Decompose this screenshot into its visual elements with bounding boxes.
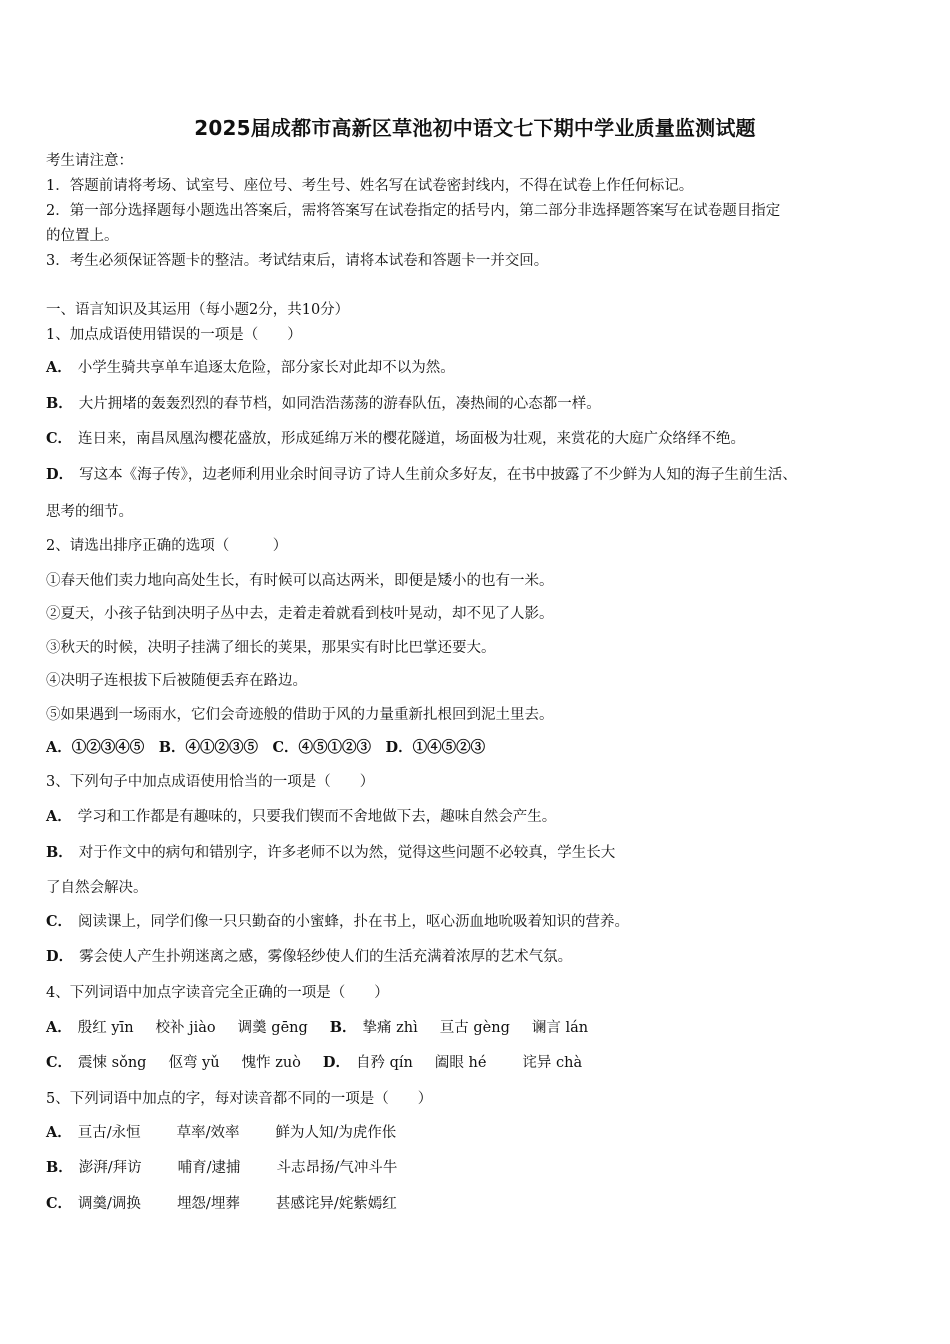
option-text: 连日来，南昌凤凰沟樱花盛放，形成延绵万米的樱花隧道，场面极为壮观，来赏花的大庭广众络绎不绝。 (78, 431, 746, 447)
option-part: 调羹/调换 (78, 1196, 141, 1212)
sentence: ④决明子连根拔下后被随便丢弃在路边。 (46, 673, 307, 689)
option-text: 学习和工作都是有趣味的，只要我们锲而不舍地做下去，趣味自然会产生。 (77, 809, 557, 825)
option-part: 埋怨/埋葬 (176, 1196, 240, 1212)
option-label: A． (46, 1124, 72, 1141)
option-part: 阖眼 hé (434, 1055, 487, 1071)
option-d-continued: 思考的细节。 (46, 504, 133, 520)
option-part: 调羹 gēng (237, 1020, 308, 1036)
page-title: 2025届成都市高新区草池初中语文七下期中学业质量监测试题 (194, 116, 756, 140)
option-part: 校补 jiào (155, 1020, 216, 1036)
option-part: 斗志昂扬/气冲斗牛 (276, 1160, 398, 1176)
question-stem: 1、加点成语使用错误的一项是（ ） (46, 327, 302, 343)
option-label: D． (46, 466, 74, 483)
option-row (46, 1123, 396, 1143)
option-label: B． (46, 395, 73, 412)
option-row (46, 1053, 582, 1073)
notice-item: 3．考生必须保证答题卡的整洁。考试结束后，请将本试卷和答题卡一并交回。 (46, 253, 549, 269)
option-part: 诧异 chà (522, 1055, 583, 1071)
option-label: A． (46, 1019, 72, 1036)
option-part: 哺育/逮捕 (177, 1160, 241, 1176)
option-text: 雾会使人产生扑朔迷离之感，雾像轻纱使人们的生活充满着浓厚的艺术气氛。 (79, 949, 573, 965)
notice-item: 1．答题前请将考场、试室号、座位号、考生号、姓名写在试卷密封线内，不得在试卷上作任何标记。 (46, 178, 694, 194)
option-row (46, 1018, 588, 1038)
option-d (46, 465, 797, 485)
option-b (46, 394, 601, 414)
option-label: C． (46, 1195, 73, 1212)
option-label: D． (46, 948, 74, 965)
sentence: ①春天他们卖力地向高处生长，有时候可以高达两米，即便是矮小的也有一米。 (46, 573, 554, 589)
option-part: 澎湃/拜访 (78, 1160, 142, 1176)
option-part: 亘古/永恒 (77, 1125, 141, 1141)
sentence: ⑤如果遇到一场雨水，它们会奇迹般的借助于风的力量重新扎根回到泥土里去。 (46, 707, 554, 723)
section-heading: 一、语言知识及其运用（每小题2分，共10分） (46, 302, 350, 318)
option-part: 伛弯 yǔ (168, 1055, 220, 1071)
option-part: 甚感诧异/姹紫嫣红 (275, 1196, 397, 1212)
option-part: 挚痛 zhì (362, 1020, 418, 1036)
question-stem: 5、下列词语中加点的字，每对读音都不同的一项是（ ） (46, 1091, 433, 1107)
option-text: 对于作文中的病句和错别字，许多老师不以为然，觉得这些问题不必较真，学生长大 (78, 845, 616, 861)
option-a (46, 807, 556, 827)
option-part: 愧怍 zuò (241, 1055, 301, 1071)
option-c (46, 912, 629, 932)
option-b-continued: 了自然会解决。 (46, 880, 148, 896)
notice-item: 2．第一部分选择题每小题选出答案后，需将答案写在试卷指定的括号内，第二部分非选择题答案写在试卷题目指定 (46, 203, 781, 219)
option-label: B． (46, 844, 73, 861)
option-label: C． (46, 1054, 73, 1071)
option-text: 大片拥堵的轰轰烈烈的春节档，如同浩浩荡荡的游春队伍，凑热闹的心态都一样。 (78, 396, 601, 412)
option-label: B． (46, 1159, 73, 1176)
option-a (46, 358, 455, 378)
option-label: B． (329, 1019, 357, 1036)
question-stem: 4、下列词语中加点字读音完全正确的一项是（ ） (46, 985, 389, 1001)
notice-item: 的位置上。 (46, 228, 119, 244)
option-row (46, 1194, 397, 1214)
question-stem: 3、下列句子中加点成语使用恰当的一项是（ ） (46, 774, 375, 790)
option-c (46, 429, 745, 449)
option-text: 阅读课上，同学们像一只只勤奋的小蜜蜂，扑在书上，呕心沥血地吮吸着知识的营养。 (78, 914, 630, 930)
option-label: A． (46, 808, 72, 825)
option-label: C． (46, 913, 73, 930)
option-text: 小学生骑共享单车追逐太危险，部分家长对此却不以为然。 (77, 360, 455, 376)
option-part: 自矜 qín (356, 1055, 413, 1071)
option-row (46, 1158, 397, 1178)
question-stem: 2、请选出排序正确的选项（ ） (46, 538, 288, 554)
option-part: 殷红 yīn (77, 1020, 134, 1036)
option-label: C． (46, 430, 73, 447)
notice-heading: 考生请注意： (46, 153, 133, 169)
option-part: 谰言 lán (531, 1020, 589, 1036)
option-label: A． (46, 359, 72, 376)
option-b (46, 843, 615, 863)
option-part: 震悚 sǒng (78, 1055, 147, 1071)
option-d (46, 947, 572, 967)
option-text: 写这本《海子传》，边老师利用业余时间寻访了诗人生前众多好友，在书中披露了不少鲜为人知的海子生前生活、 (79, 467, 797, 483)
option-part: 鲜为人知/为虎作伥 (275, 1125, 397, 1141)
option-row: A．①②③④⑤ B．④①②③⑤ C．④⑤①②③ D．①④⑤②③ (46, 739, 486, 756)
sentence: ③秋天的时候，决明子挂满了细长的荚果，那果实有时比巴掌还要大。 (46, 640, 496, 656)
sentence: ②夏天，小孩子钻到决明子丛中去，走着走着就看到枝叶晃动，却不见了人影。 (46, 606, 554, 622)
option-label: D． (322, 1054, 350, 1071)
option-part: 亘古 gèng (439, 1020, 510, 1036)
option-part: 草率/效率 (176, 1125, 240, 1141)
